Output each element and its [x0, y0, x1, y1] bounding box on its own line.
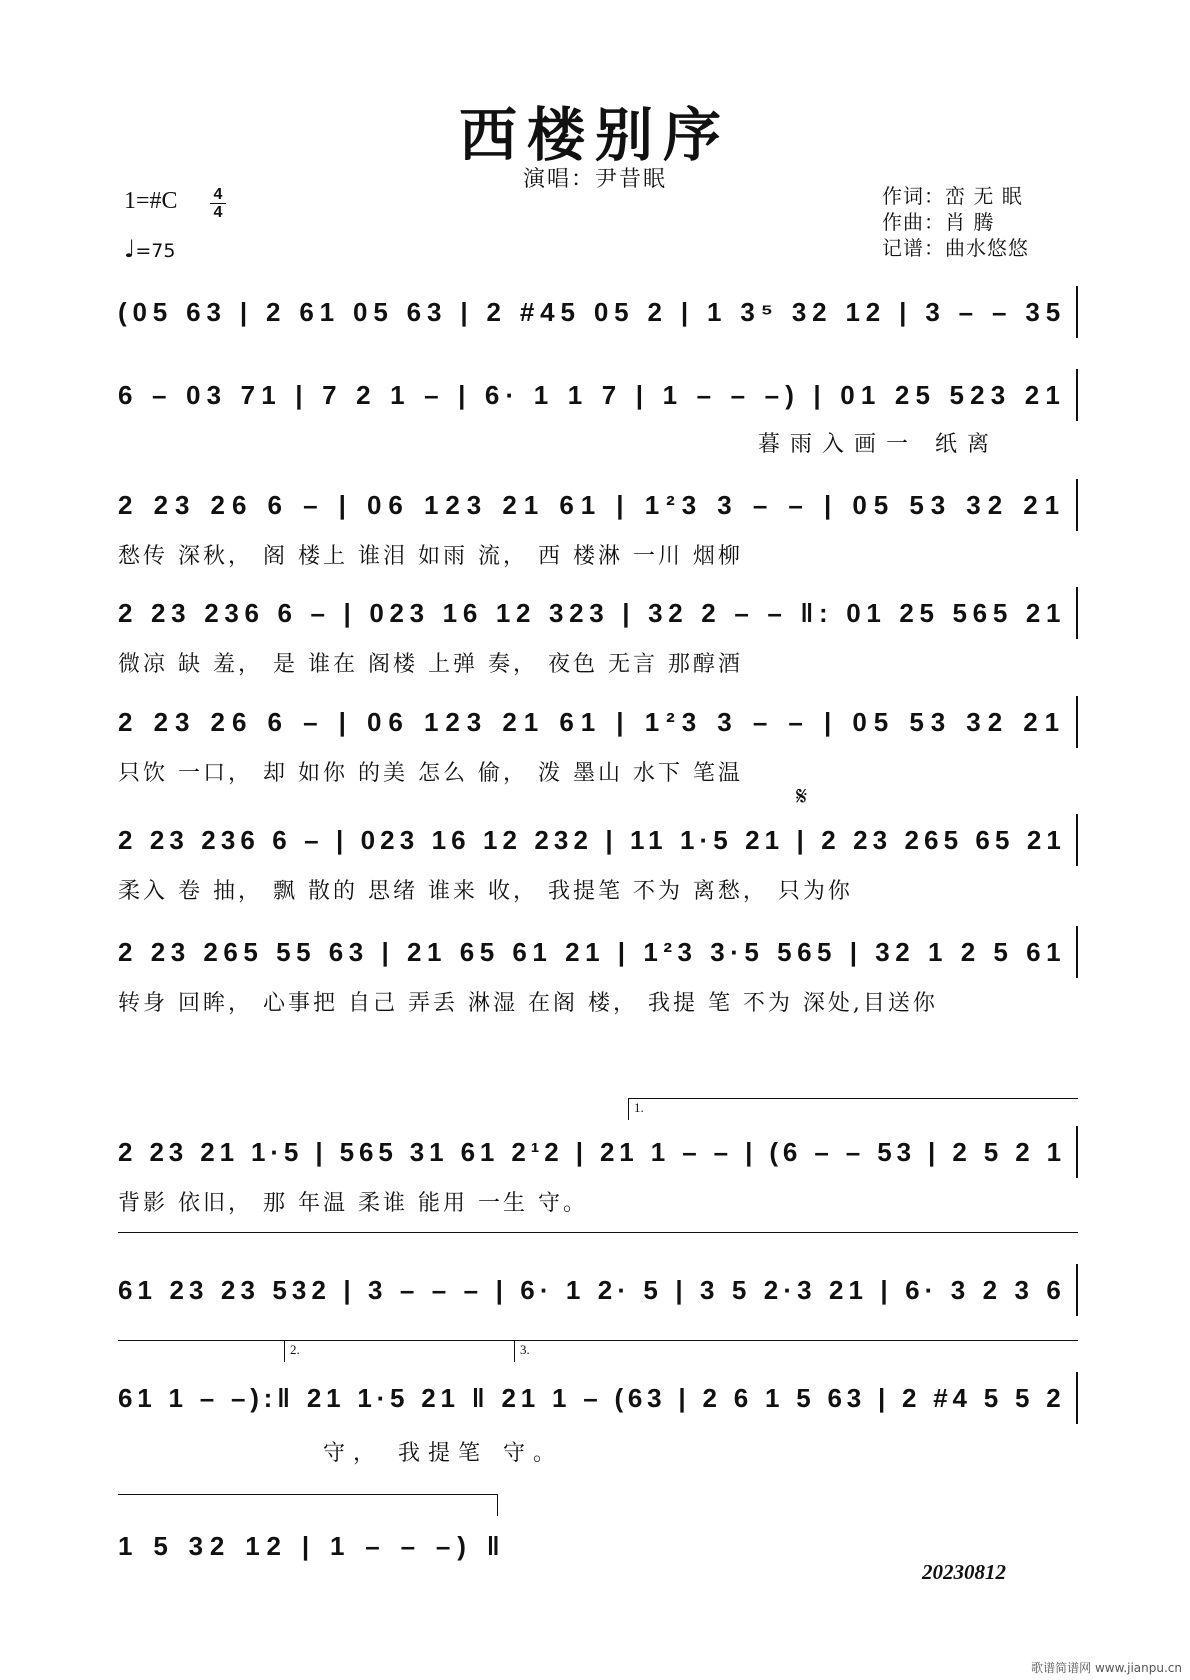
staff-system-9 — [118, 1268, 1078, 1320]
notation-line: 2 23 265 55 63 | 21 65 61 21 | 1²3 3·5 565 | 32 1 2 5 61 — [118, 936, 1067, 967]
site-watermark: 歌谱简谱网 www.jianpu.cn — [1031, 1661, 1182, 1675]
notation-line: 61 23 23 532 | 3 – – – | 6· 1 2· 5 | 3 5 2·3 21 | 6· 3 2 3 6 — [118, 1274, 1066, 1305]
staff-system-7 — [118, 930, 1078, 1016]
staff-system-2 — [118, 373, 1078, 457]
notation-line: 61 1 – –):‖ 21 1·5 21 ‖ 21 1 – (63 | 2 6 1 5 63 | 2 #4 5 5 2 — [118, 1382, 1066, 1413]
notation-line: 2 23 236 6 – | 023 16 12 323 | 32 2 – – ‖: 01 25 565 21 — [118, 597, 1067, 628]
notation-line: 2 23 236 6 – | 023 16 12 232 | 11 1·5 21 | 2 23 265 65 21 — [118, 824, 1066, 855]
volta-2-label: 2. — [290, 1342, 300, 1357]
staff-system-1 — [118, 290, 1078, 342]
staff-system-10 — [118, 1376, 1078, 1466]
time-bottom: 4 — [213, 204, 223, 221]
volta-1-label: 1. — [634, 1100, 644, 1115]
composer-credit: 作曲：肖 腾 — [882, 210, 995, 234]
notation-line: (05 63 | 2 61 05 63 | 2 #45 05 2 | 1 3⁵ 32 12 | 3 – – 35 — [118, 296, 1067, 327]
volta-3-label: 3. — [520, 1342, 530, 1357]
staff-system-11 — [118, 1524, 518, 1576]
tempo-value: =75 — [135, 240, 176, 262]
notation-line: 2 23 26 6 – | 06 123 21 61 | 1²3 3 – – | 05 53 32 21 — [118, 706, 1067, 737]
staff-system-4 — [118, 591, 1078, 677]
staff-system-6 — [118, 818, 1078, 904]
volta-1-bracket — [628, 1098, 1078, 1099]
lyric-line: 守， 我提笔 守。 — [323, 1441, 563, 1466]
lyric-line: 转身 回眸， 心事把 自己 弄丢 淋湿 在阁 楼， 我提 笔 不为 深处,目送你 — [118, 991, 938, 1016]
lyric-line: 只饮 一口， 却 如你 的美 怎么 偷， 泼 墨山 水下 笔温 — [118, 761, 743, 786]
staff-system-3 — [118, 483, 1078, 569]
transcriber-credit: 记谱：曲水悠悠 — [882, 236, 1029, 260]
transcription-date: 20230812 — [922, 1560, 1006, 1584]
volta-bracket-line — [118, 1340, 1078, 1341]
lyric-line: 背影 依旧， 那 年温 柔谁 能用 一生 守。 — [118, 1191, 588, 1216]
time-top: 4 — [213, 186, 223, 203]
key-signature: 1=#C — [124, 188, 178, 214]
singer-credit: 演唱：尹昔眠 — [522, 167, 667, 192]
notation-line: 1 5 32 12 | 1 – – –) ‖ — [118, 1530, 507, 1561]
quarter-note-icon: ♩ — [124, 235, 136, 263]
tempo-marking — [124, 235, 175, 263]
lyric-line: 愁传 深秋， 阁 楼上 谁泪 如雨 流， 西 楼淋 一川 烟柳 — [118, 544, 743, 569]
staff-system-5 — [118, 700, 1078, 786]
lyric-line: 暮雨入画一 纸离 — [758, 432, 999, 457]
lyric-line: 微凉 缺 羞， 是 谁在 阁楼 上弹 奏， 夜色 无言 那醇酒 — [118, 652, 743, 677]
staff-system-8 — [118, 1130, 1078, 1216]
notation-line: 2 23 26 6 – | 06 123 21 61 | 1²3 3 – – | 05 53 32 21 — [118, 489, 1067, 520]
lyric-line: 柔入 卷 抽， 飘 散的 思绪 谁来 收， 我提笔 不为 离愁， 只为你 — [118, 879, 853, 904]
notation-line: 2 23 21 1·5 | 565 31 61 2¹2 | 21 1 – – | (6 – – 53 | 2 5 2 1 — [118, 1136, 1067, 1167]
volta-1-continuation — [118, 1232, 1078, 1233]
page-title: 西楼别序 — [458, 101, 731, 169]
segno-icon: 𝄋 — [796, 782, 808, 812]
volta-3-continuation — [118, 1494, 498, 1495]
notation-line: 6 – 03 71 | 7 2 1 – | 6· 1 1 7 | 1 – – –) | 01 25 523 21 — [118, 379, 1066, 410]
time-signature — [208, 186, 228, 221]
lyricist-credit: 作词：峦 无 眠 — [882, 184, 1023, 208]
